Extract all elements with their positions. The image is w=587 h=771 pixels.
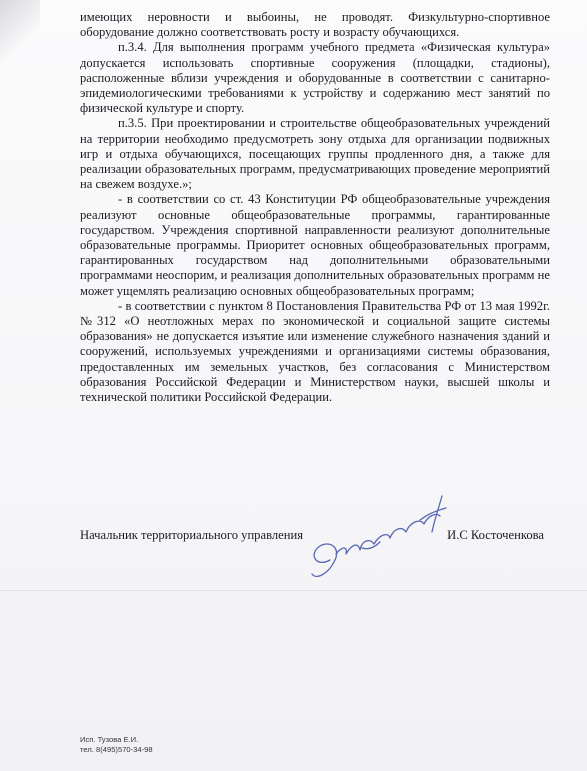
executor-phone: тел. 8(495)570-34-98: [80, 744, 153, 754]
executor-name: Исп. Тузова Е.И.: [80, 735, 139, 744]
signatory-title: Начальник территориального управления: [80, 528, 303, 542]
paragraph-constitution-art-43: - в соответствии со ст. 43 Конституции РФ общеобразовательные учреждения реализуют основные общеобразовательные программы, гарантированные государством. Учреждения спортивной направленности реализуют дополнительные образовательные программы. Приоритет основных общеобразовательных программ, гарантированных государством над дополнительными образовательными программами неоспорим, и реализация дополнительных образовательных программ не может ущемлять реализацию основных общеобразовательных программ;: [80, 192, 550, 298]
paragraph-continuation: имеющих неровности и выбоины, не проводят. Физкультурно-спортивное оборудование должно соответствовать росту и возрасту обучающихся.: [80, 10, 550, 40]
handwritten-signature-icon: [302, 488, 462, 588]
paragraph-resolution-312: - в соответствии с пунктом 8 Постановления Правительства РФ от 13 мая 1992г. №312 «О неотложных мерах по экономической и социальной защите системы образования» не допускается изъятие или изменение служебного назначения зданий и сооружений, используемых учреждениями и организациями системы образования, предоставленных им земельных участков, без согласования с Министерством образования Российской Федерации и Министерством науки, высшей школы и технической политики Российской Федерации.: [80, 298, 550, 405]
page-fold-corner: [0, 0, 40, 60]
paragraph-clause-3-5: п.3.5. При проектировании и строительстве общеобразовательных учреждений на территории необходимо предусмотреть зону отдыха для организации подвижных игр и отдыха обучающихся, посещающих группы продленного дня, а также для реализации образовательных программ, предусматривающих проведение мероприятий на свежем воздухе.»;: [80, 116, 550, 192]
document-body: [80, 10, 550, 405]
executor-info: [80, 735, 153, 754]
paragraph-clause-3-4: п.3.4. Для выполнения программ учебного предмета «Физическая культура» допускается использовать спортивные сооружения (площадки, стадионы), расположенные вблизи учреждения и оборудованные в соответствии с санитарно-эпидемиологическими требованиями к устройству и содержанию мест занятий по физической культуре и спорту.: [80, 40, 550, 116]
page-fold-crease: [0, 590, 587, 591]
signatory-name: И.С Косточенкова: [447, 528, 544, 542]
